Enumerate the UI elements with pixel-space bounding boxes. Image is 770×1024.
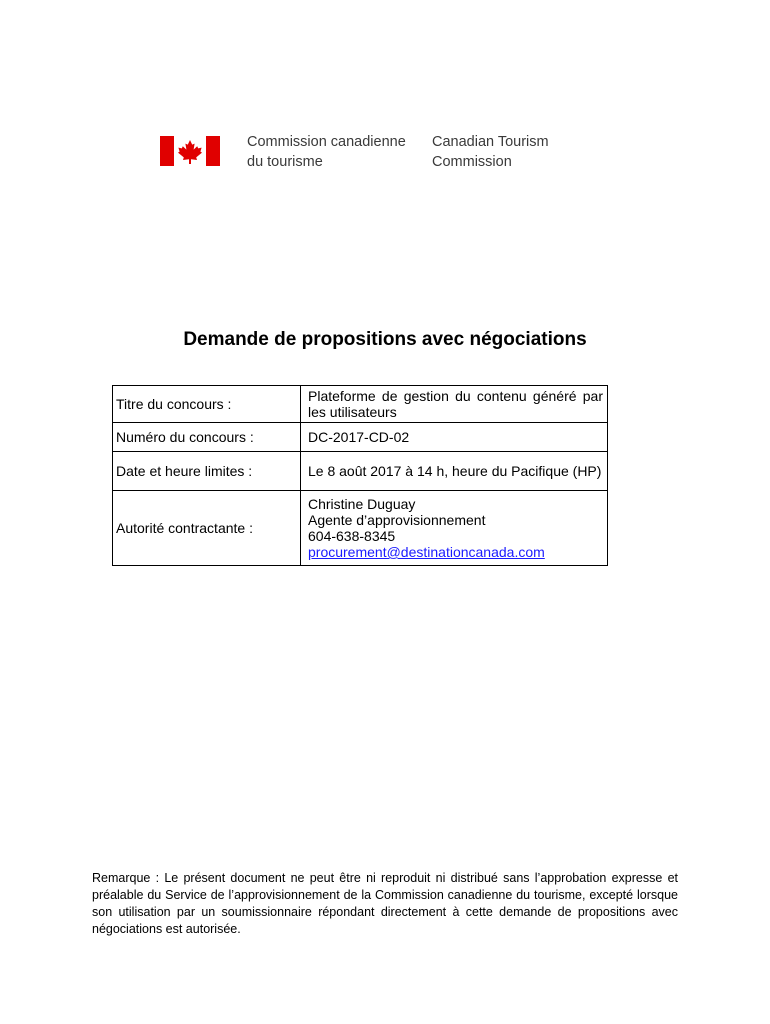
contact-role: Agente d’approvisionnement xyxy=(308,512,486,528)
contact-email-link[interactable]: procurement@destinationcanada.com xyxy=(308,544,545,560)
contracting-authority-label: Autorité contractante : xyxy=(113,491,301,566)
competition-number-label: Numéro du concours : xyxy=(113,423,301,452)
table-row xyxy=(113,452,608,491)
document-title: Demande de propositions avec négociations xyxy=(183,329,587,350)
agency-name-english-line: Commission xyxy=(432,154,512,170)
agency-name-french xyxy=(247,132,406,172)
competition-details-table xyxy=(112,385,608,566)
competition-number-value: DC-2017-CD-02 xyxy=(301,423,608,452)
table-row xyxy=(113,423,608,452)
letterhead xyxy=(160,131,590,173)
remark-note: Remarque : Le présent document ne peut être ni reproduit ni distribué sans l’approbation expresse et préalable du Service de l’approvisionnement de la Commission canadienne du tourisme, excepté lorsque son utilisation par un soumissionnaire répondant directement à cette demande de propositions avec négociations est autorisée. xyxy=(92,871,678,936)
deadline-value: Le 8 août 2017 à 14 h, heure du Pacifique (HP) xyxy=(301,452,608,491)
competition-title-label: Titre du concours : xyxy=(113,386,301,423)
agency-name-french-line: du tourisme xyxy=(247,154,323,170)
canada-flag-icon xyxy=(160,136,220,166)
agency-name-english-line: Canadian Tourism xyxy=(432,134,549,150)
table-row xyxy=(113,491,608,566)
agency-name-english xyxy=(432,132,549,172)
agency-name-french-line: Commission canadienne xyxy=(247,134,406,150)
competition-title-value: Plateforme de gestion du contenu généré par les utilisateurs xyxy=(301,386,608,423)
contact-name: Christine Duguay xyxy=(308,496,416,512)
contracting-authority-value xyxy=(301,491,608,566)
contact-phone: 604-638-8345 xyxy=(308,528,396,544)
deadline-label: Date et heure limites : xyxy=(113,452,301,491)
table-row xyxy=(113,386,608,423)
